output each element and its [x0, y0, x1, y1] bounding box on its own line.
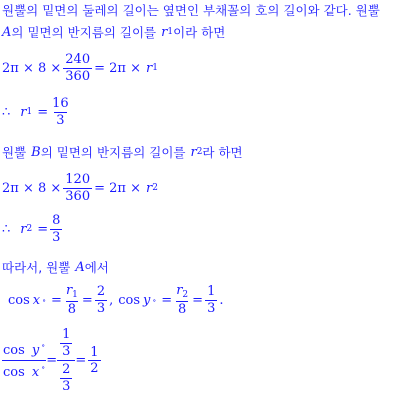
fraction-240-360: [63, 53, 92, 83]
cosx-r: r: [65, 283, 73, 298]
fraction-1-2: [88, 346, 100, 376]
cos-y-deg: ∘: [152, 296, 157, 306]
cosy-val-den: 3: [207, 301, 216, 317]
result-num: 1: [90, 344, 99, 360]
concl-var-a: A: [75, 259, 85, 275]
eq1-r: r: [145, 60, 153, 76]
res1-eq: =: [37, 104, 49, 120]
ratio-eq2: =: [75, 353, 87, 369]
r1-symbol: r: [161, 24, 168, 40]
cos-y-eq2: =: [192, 293, 204, 309]
therefore-2: ∴: [2, 221, 11, 237]
concl-tail: 에서: [84, 260, 109, 275]
intro-line-1: [2, 1, 380, 19]
fraction-1-3: [205, 285, 217, 315]
intro-text-1: 원뿔의 밑면의 둘레의 길이는 옆면인 부채꼴의 호의 길이와 같다. 원뿔: [2, 3, 380, 18]
cos-x-label: cos: [8, 293, 30, 309]
ratio-line: [2, 328, 103, 394]
mid-tail: 라 하면: [202, 145, 243, 160]
fraction-cos-ratio: [2, 341, 46, 380]
ratio-x-deg: ∘: [41, 363, 46, 373]
mid-text: 의 밑면의 반지름의 길이를: [40, 145, 186, 160]
res2-eq: =: [37, 221, 49, 237]
eq1-left: 2π × 8 ×: [2, 60, 62, 76]
res2-num: 8: [52, 213, 61, 228]
ratio-y-deg: ∘: [41, 341, 46, 351]
inner-den-3a: 3: [62, 343, 71, 359]
fraction-2-3: [95, 285, 107, 315]
fraction-120-360: [63, 173, 92, 203]
cos-y-var: y: [143, 293, 151, 309]
eq1-right: = 2π ×: [94, 60, 141, 76]
therefore-1: ∴: [2, 104, 11, 120]
fraction-8-3: [50, 214, 62, 244]
eq2-r-sub: 2: [152, 183, 158, 194]
r2-symbol: r: [190, 144, 197, 160]
inner-num-2: 2: [62, 362, 71, 378]
conclusion-line: [2, 258, 109, 276]
equation-1: [2, 53, 158, 83]
fraction-r1-8: [64, 284, 80, 317]
cosy-val-num: 1: [207, 284, 216, 300]
cosx-r-sub: 1: [72, 290, 78, 300]
eq2-right: = 2π ×: [94, 180, 141, 196]
period: .: [219, 293, 224, 309]
cos-y-eq1: =: [161, 293, 173, 309]
comma: ,: [109, 293, 114, 309]
r2-sub: 2: [196, 147, 203, 157]
inner-2-3: [60, 363, 72, 393]
cos-x-eq1: =: [51, 293, 62, 309]
ratio-y: y: [31, 343, 40, 359]
cos-x-var: x: [32, 293, 41, 309]
fraction-16-3: [50, 97, 71, 127]
var-b: B: [31, 144, 41, 160]
cosy-r: r: [176, 283, 183, 298]
res2-den: 3: [52, 229, 61, 245]
result-2: [2, 214, 64, 244]
eq2-left: 2π × 8 ×: [2, 180, 62, 196]
cos-x-eq2: =: [81, 293, 93, 309]
res1-den: 3: [56, 112, 65, 128]
eq2-r: r: [145, 180, 153, 196]
equation-2: [2, 173, 158, 203]
result-den: 2: [90, 361, 99, 377]
inner-den-3b: 3: [62, 378, 71, 394]
res1-num: 16: [52, 96, 69, 111]
fraction-r2-8: [174, 284, 190, 317]
eq1-num: 240: [65, 52, 91, 67]
intro-text-2: 의 밑면의 반지름의 길이를: [11, 25, 157, 40]
cosy-den: 8: [178, 302, 187, 318]
cosine-line: [8, 284, 223, 317]
intro-line-2: [2, 23, 225, 41]
ratio-eq1: =: [46, 353, 58, 369]
fraction-compound: [57, 328, 75, 394]
ratio-cos-y: cos: [3, 343, 25, 359]
cosx-val-den: 3: [96, 301, 106, 317]
ratio-x: x: [31, 365, 40, 381]
result-1: [2, 97, 73, 127]
res1-r: r: [20, 104, 27, 120]
res2-r: r: [20, 221, 27, 237]
intro-tail: 이라 하면: [173, 25, 226, 40]
mid-line: [2, 143, 243, 161]
res2-r-sub: 2: [26, 224, 33, 235]
cos-y-label: cos: [118, 293, 141, 309]
inner-num-1: 1: [62, 327, 71, 342]
eq1-den: 360: [65, 68, 91, 84]
eq2-num: 120: [65, 172, 91, 187]
cosy-r-sub: 2: [182, 290, 189, 300]
var-a: A: [2, 24, 12, 40]
concl-text: 따라서, 원뿔: [2, 260, 71, 275]
res1-r-sub: 1: [26, 107, 33, 118]
cos-x-deg: ∘: [42, 296, 47, 306]
cosx-den: 8: [67, 302, 77, 318]
r1-sub: 1: [167, 27, 174, 37]
eq1-r-sub: 1: [152, 63, 158, 74]
inner-1-3: [60, 328, 72, 358]
mid-lead: 원뿔: [2, 145, 27, 160]
eq2-den: 360: [65, 188, 91, 204]
cosx-val-num: 2: [96, 284, 106, 300]
ratio-cos-x: cos: [3, 365, 25, 381]
